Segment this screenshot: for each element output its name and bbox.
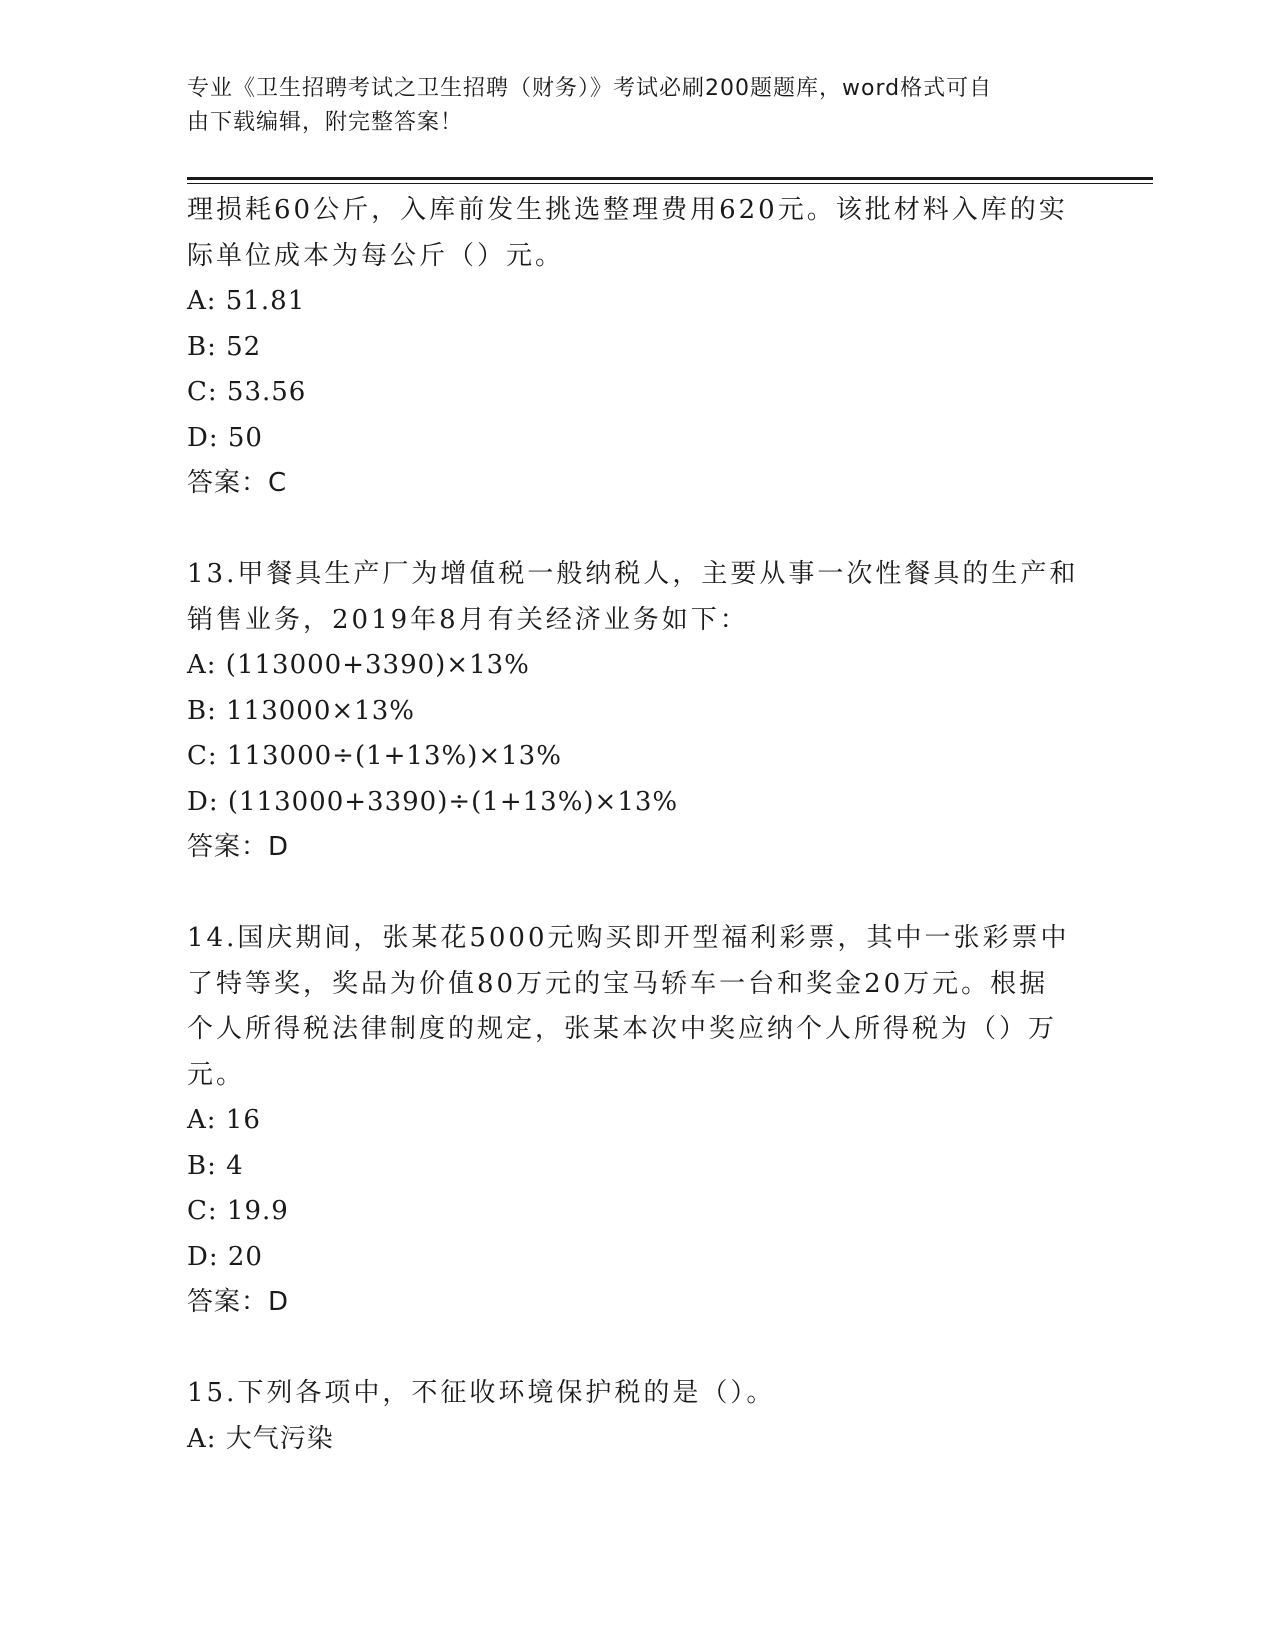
answer-line: 答案：C <box>187 468 288 498</box>
question-13 <box>187 552 1087 870</box>
header-divider-thin <box>187 183 1153 184</box>
header-line-1: 专业《卫生招聘考试之卫生招聘（财务）》考试必刷200题题库，word格式可自 <box>187 76 993 101</box>
option-d: D: (113000+3390)÷(1+13%)×13% <box>187 786 679 817</box>
question-14 <box>187 916 1087 1325</box>
question-list <box>187 188 1087 1462</box>
question-stem: 元。 <box>187 1059 246 1090</box>
question-stem: 际单位成本为每公斤（）元。 <box>187 240 565 271</box>
option-c: C: 113000÷(1+13%)×13% <box>187 741 562 771</box>
question-stem: 理损耗60公斤，入库前发生挑选整理费用620元。该批材料入库的实 <box>187 195 1068 225</box>
question-stem: 13.甲餐具生产厂为增值税一般纳税人，主要从事一次性餐具的生产和 <box>187 559 1079 589</box>
header-line-2: 由下载编辑，附完整答案！ <box>187 110 464 135</box>
option-d: D: 50 <box>187 422 263 453</box>
question-stem: 14.国庆期间，张某花5000元购买即开型福利彩票，其中一张彩票中 <box>187 923 1070 953</box>
answer-line: 答案：D <box>187 832 290 862</box>
question-stem: 了特等奖，奖品为价值80万元的宝马轿车一台和奖金20万元。根据 <box>187 968 1049 999</box>
option-a: A: (113000+3390)×13% <box>187 650 530 680</box>
question-stem: 15.下列各项中，不征收环境保护税的是（）。 <box>187 1378 776 1408</box>
option-a: A: 51.81 <box>187 286 306 316</box>
option-a: A: 大气污染 <box>187 1423 334 1454</box>
option-d: D: 20 <box>187 1241 263 1272</box>
document-header <box>187 72 1087 140</box>
spacer <box>187 870 1087 916</box>
question-12 <box>187 188 1087 506</box>
spacer <box>187 506 1087 552</box>
answer-line: 答案：D <box>187 1287 290 1317</box>
header-divider-thick <box>187 177 1153 180</box>
option-b: B: 113000×13% <box>187 695 415 726</box>
spacer <box>187 1325 1087 1371</box>
question-15 <box>187 1371 1087 1462</box>
option-c: C: 53.56 <box>187 377 307 407</box>
option-a: A: 16 <box>187 1105 261 1135</box>
option-b: B: 4 <box>187 1150 244 1181</box>
question-stem: 个人所得税法律制度的规定，张某本次中奖应纳个人所得税为（）万 <box>187 1014 1058 1044</box>
option-b: B: 52 <box>187 331 262 362</box>
question-stem: 销售业务，2019年8月有关经济业务如下： <box>187 604 749 635</box>
option-c: C: 19.9 <box>187 1196 289 1226</box>
